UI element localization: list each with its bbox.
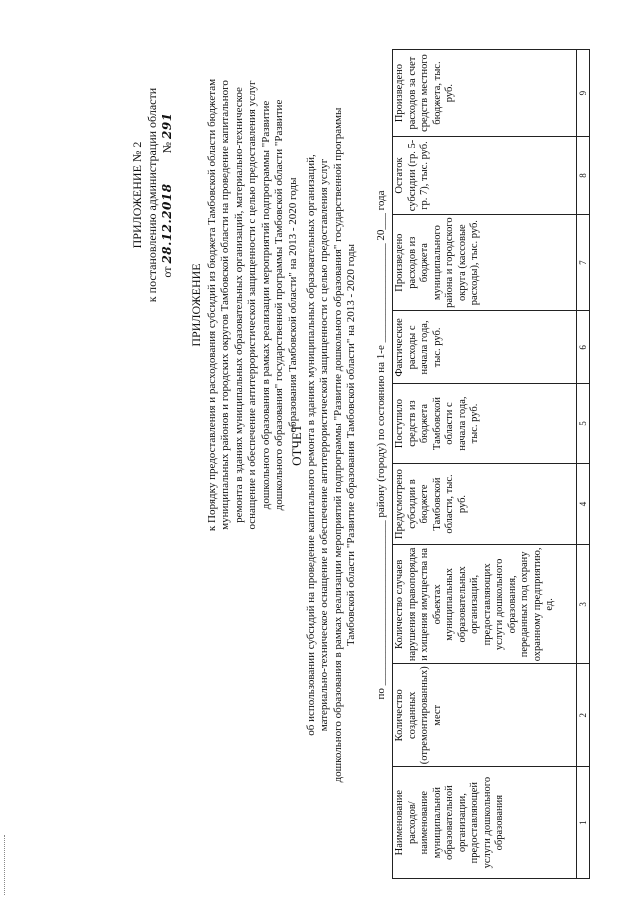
report-line: дошкольного образования в рамках реализации мероприятий подпрограммы "Развитие дошкольного образования" государственной программы (331, 107, 344, 783)
column-number: 5 (577, 384, 590, 463)
procedure-line: дошкольного образования в рамках реализации мероприятий подпрограммы "Развитие (259, 100, 272, 510)
procedure-line: образования Тамбовской области" на 2013 - 2020 годы (286, 177, 299, 433)
date-prefix: от (160, 266, 174, 278)
procedure-line: муниципальных районов и городских округов Тамбовской области на проведение капитального (219, 80, 231, 530)
header-cell: Поступило средств из бюджета Тамбовской области с начала года, тыс. руб. (393, 384, 577, 463)
year-suffix: года (375, 190, 387, 211)
procedure-line: ремонта в зданиях муниципальных образовательных организаций, материально-техническое (232, 87, 245, 523)
district-blank: ______________________________ (375, 520, 387, 686)
number-prefix: № (160, 141, 174, 154)
report-line: об использовании субсидий на проведение капитального ремонта в зданиях муниципальных образовательных организаций, (304, 154, 317, 736)
header-cell: Наименование расходов/ наименование муниципальной образовательной организации, предоставляющей услуги дошкольного образования (393, 767, 577, 879)
scan-edge-mark (4, 835, 7, 895)
header-cell: Предусмотрено субсидии в бюджете Тамбовской области, тыс. руб. (393, 463, 577, 545)
report-line: Тамбовской области "Развитие образования Тамбовской области" на 2013 - 2020 годы (345, 243, 357, 647)
year-prefix: 20 (375, 229, 387, 241)
procedure-appendix-title: ПРИЛОЖЕНИЕ (189, 263, 203, 347)
header-cell: Произведено расходов за счет средств местного бюджета, тыс. руб. (393, 50, 577, 137)
procedure-appendix (190, 45, 300, 565)
header-cell: Фактические расходы с начала года, тыс. руб. (393, 311, 577, 384)
column-number: 8 (577, 137, 590, 215)
report-table (392, 49, 590, 879)
appendix-date-line (160, 45, 175, 345)
report-header (290, 95, 359, 795)
column-number: 2 (577, 664, 590, 767)
appendix-title: ПРИЛОЖЕНИЕ № 2 (130, 141, 144, 249)
year-blank: ___ (375, 213, 387, 230)
column-number: 1 (577, 767, 590, 879)
table-header-row (393, 50, 577, 879)
procedure-line: дошкольного образования" государственной программы Тамбовской области "Развитие (273, 99, 285, 511)
column-number-row (577, 50, 590, 879)
column-number: 3 (577, 545, 590, 664)
procedure-line: оснащение и обеспечение антитеррористической защищенности с целью предоставления услуг (246, 80, 258, 530)
column-number: 9 (577, 50, 590, 137)
report-title: ОТЧЕТ (289, 424, 304, 466)
header-cell: Количество случаев нарушения правопорядка и хищения имущества на объектах муниципальных образовательных организаций, предоставляющих услуги дошкольного образования, переданных под охрану охранному предприятию, ед. (393, 545, 577, 664)
report-line: материально-техническое оснащение и обеспечение антитеррористической защищенности с целью предоставления услуг (318, 158, 330, 732)
appendix-decree-line: к постановлению администрации области (145, 87, 159, 303)
appendix-header (130, 45, 175, 345)
column-number: 4 (577, 463, 590, 545)
column-number: 7 (577, 214, 590, 311)
header-cell: Произведено расходов из бюджета муниципального района и городского округа (кассовые расходы), тыс. руб. (393, 214, 577, 311)
column-number: 6 (577, 311, 590, 384)
date-blank: __________________ (375, 243, 387, 343)
po-label: по (375, 688, 387, 700)
district-date-line (375, 95, 387, 795)
handwritten-date: 28.12.2018 (160, 183, 174, 264)
procedure-line: к Порядку предоставления и расходования субсидий из бюджета Тамбовской области бюджетам (205, 78, 218, 532)
handwritten-number: 291 (160, 112, 174, 139)
district-label: району (городу) по состоянию на 1-е (375, 345, 387, 518)
header-cell: Остаток субсидии (гр. 5-гр. 7), тыс. руб. (393, 137, 577, 215)
header-cell: Количество созданных (отремонтированных) мест (393, 664, 577, 767)
